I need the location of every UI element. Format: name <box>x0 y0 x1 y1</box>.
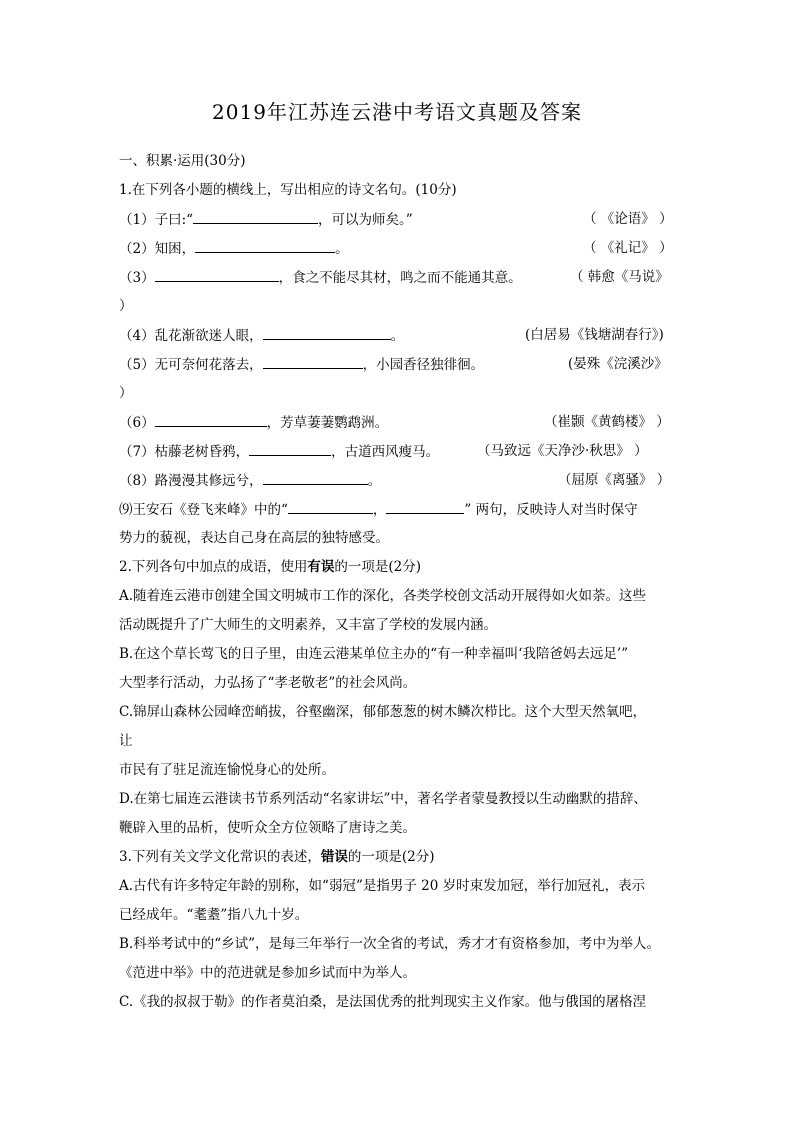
q1-item-3 <box>119 268 522 287</box>
answer-blank[interactable] <box>288 500 373 514</box>
answer-blank[interactable] <box>263 355 363 369</box>
q1-item-8 <box>119 471 381 490</box>
q1-item-1 <box>119 210 413 229</box>
item-text: ， <box>372 502 387 518</box>
q1-item-7 <box>119 442 439 461</box>
answer-blank[interactable] <box>195 239 335 253</box>
q3-line: A.古代有许多特定年龄的别称，如“弱冠”是指男子 20 岁时束发加冠，举行加冠礼，表示 <box>119 878 646 894</box>
section-heading: 一、积累·运用(30分) <box>119 153 246 169</box>
q2-line: 大型孝行活动，力弘扬了“孝老敬老”的社会风尚。 <box>119 675 417 691</box>
item-text: （8）路漫漫其修远兮， <box>119 473 263 489</box>
q2-line: D.在第七届连云港读书节系列活动“名家讲坛”中，著名学者蒙曼教授以生动幽默的措辞、 <box>119 791 647 807</box>
page-title: 2019年江苏连云港中考语文真题及答案 <box>212 100 582 124</box>
q3-line: B.科举考试中的“乡试”，是每三年举行一次全省的考试，秀才才有资格参加，考中为举人。 <box>119 936 661 952</box>
stem-text: 的一项是(2分) <box>347 849 435 865</box>
item-text: ” 两句，反映诗人对当时保守 <box>464 502 638 518</box>
q1-item-6-source: （崔颢《黄鹤楼》 ） <box>544 414 670 430</box>
item-text: ⑼王安石《登飞来峰》中的“ <box>119 502 288 518</box>
answer-blank[interactable] <box>386 500 464 514</box>
question-1-stem: 1.在下列各小题的横线上，写出相应的诗文名句。(10分) <box>119 182 457 198</box>
item-text: （7）枯藤老树昏鸦， <box>119 444 250 460</box>
q3-line: 已经成年。“耄耋”指八九十岁。 <box>119 907 309 923</box>
q2-line: 让 <box>119 733 133 749</box>
item-text: 。 <box>390 328 405 344</box>
q1-item-4-source: (白居易《钱塘湖春行》) <box>525 327 664 343</box>
q1-item-7-source: （马致远《天净沙·秋思》 ） <box>477 443 648 459</box>
q2-line: 鞭辟入里的品析，使听众全方位领略了唐诗之美。 <box>119 820 416 836</box>
q1-item-6 <box>119 413 388 432</box>
q1-item-3-source-cont: ） <box>119 298 133 314</box>
item-text: 。 <box>335 241 349 257</box>
item-text: 。 <box>367 473 382 489</box>
item-text: （1）子曰:“ <box>119 212 194 228</box>
stem-emphasis: 错误 <box>320 849 348 865</box>
item-text: ，食之不能尽其材，鸣之而不能通其意。 <box>278 270 522 286</box>
item-text: ，古道西风瘦马。 <box>331 444 440 460</box>
q1-item-1-source: （ 《论语》 ） <box>583 211 673 227</box>
q2-line: A.随着连云港市创建全国文明城市工作的深化，各类学校创文活动开展得如火如荼。这些 <box>119 588 647 604</box>
q3-line: 《范进中举》中的范进就是参加乡试而中为举人。 <box>119 965 416 981</box>
answer-blank[interactable] <box>249 442 331 456</box>
item-text: ，可以为师矣。” <box>318 212 413 228</box>
q1-item-9 <box>119 500 638 519</box>
item-text: （5）无可奈何花落去， <box>119 357 263 373</box>
q2-line: C.锦屏山森林公园峰峦峭拔，谷壑幽深，郁郁葱葱的树木鳞次栉比。这个大型天然氧吧， <box>119 704 647 720</box>
item-text: ，小园香径独徘徊。 <box>362 357 485 373</box>
question-2-stem <box>119 558 421 576</box>
answer-blank[interactable] <box>263 471 368 485</box>
answer-blank[interactable] <box>155 268 279 282</box>
stem-text: 的一项是(2分) <box>334 559 422 575</box>
item-text: （4）乱花渐欲迷人眼， <box>119 328 263 344</box>
answer-blank[interactable] <box>263 326 391 340</box>
q1-item-5-source-cont: ） <box>119 385 133 401</box>
q1-item-9-cont: 势力的藐视，表达自己身在高层的独特感受。 <box>119 530 389 546</box>
item-text: （6） <box>119 415 155 431</box>
stem-text: 3.下列有关文学文化常识的表述， <box>119 849 321 865</box>
stem-emphasis: 有误 <box>307 559 335 575</box>
item-text: （3） <box>119 270 155 286</box>
q2-line: 活动既提升了广大师生的文明素养，又丰富了学校的发展内涵。 <box>119 617 497 633</box>
q3-line: C.《我的叔叔于勒》的作者莫泊桑，是法国优秀的批判现实主义作家。他与俄国的屠格涅 <box>119 994 647 1010</box>
q1-item-4 <box>119 326 404 345</box>
answer-blank[interactable] <box>155 413 267 427</box>
q1-item-2 <box>119 239 349 258</box>
answer-blank[interactable] <box>193 210 318 224</box>
q1-item-3-source: （ 韩愈《马说》 <box>570 269 669 285</box>
q1-item-5 <box>119 355 484 374</box>
q1-item-8-source: （屈原《离骚》 ） <box>558 472 671 488</box>
question-3-stem <box>119 848 435 866</box>
q2-line: 市民有了驻足流连愉悦身心的处所。 <box>119 762 335 778</box>
item-text: （2）知困， <box>119 241 196 257</box>
q1-item-2-source: （ 《礼记》 ） <box>583 240 673 256</box>
item-text: ，芳草萋萋鹦鹉洲。 <box>266 415 389 431</box>
q1-item-5-source: (晏殊《浣溪沙》 <box>568 356 668 372</box>
q2-line: B.在这个草长莺飞的日子里，由连云港某单位主办的“有一种幸福叫‘我陪爸妈去远足’” <box>119 646 629 662</box>
stem-text: 2.下列各句中加点的成语，使用 <box>119 559 308 575</box>
